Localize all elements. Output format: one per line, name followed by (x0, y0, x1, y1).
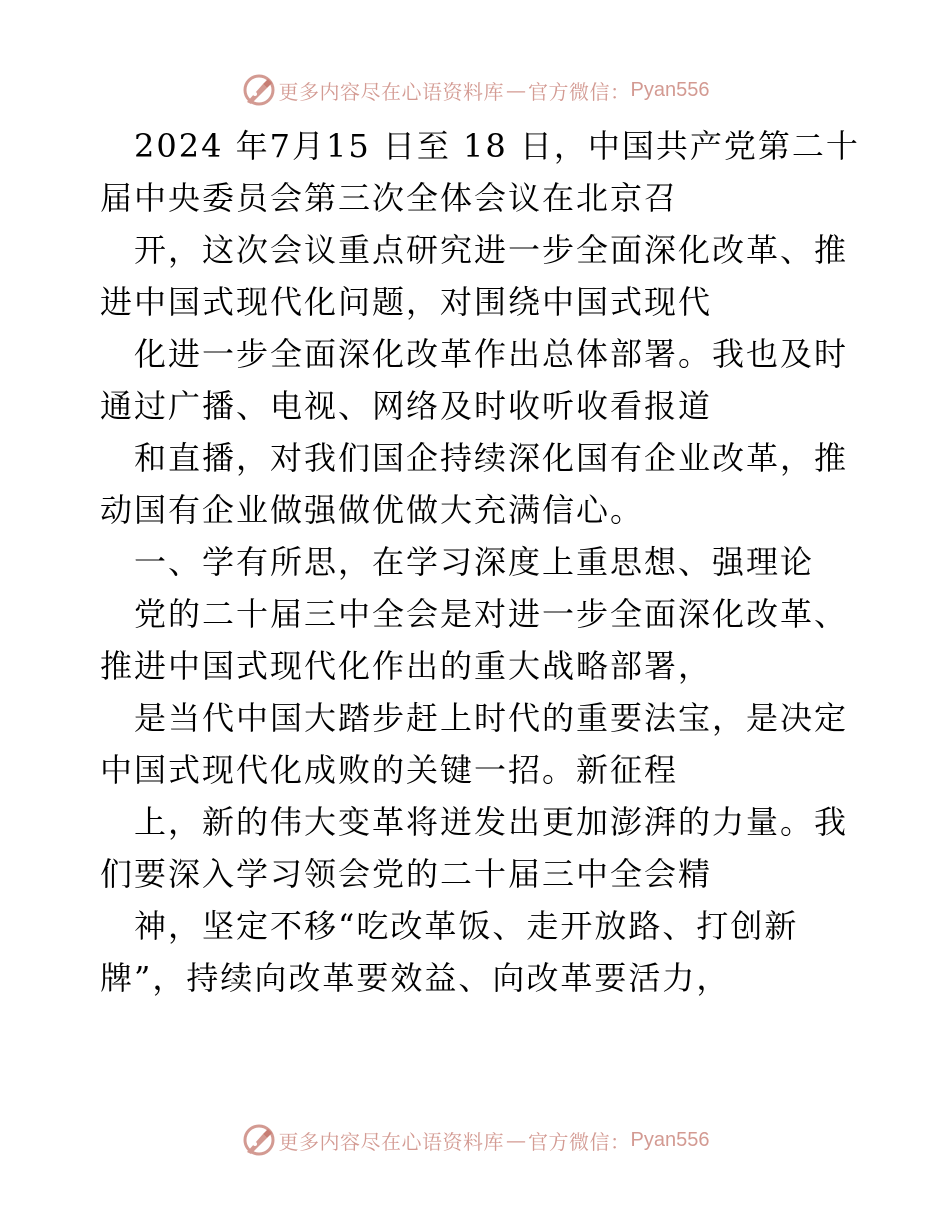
watermark-official-text: 官方微信： (528, 79, 631, 104)
text-line: 2024 年7月15 日至 18 日，中国共产党第二十 (134, 127, 860, 165)
text-line: 推进中国式现代化作出的重大战略部署， (100, 647, 713, 685)
text-line: 届中央委员会第三次全体会议在北京召 (100, 179, 679, 217)
watermark-official-text: 官方微信： (528, 1129, 631, 1154)
watermark-site-text: 更多内容尽在心语资料库 (278, 1129, 505, 1154)
text-line: 进中国式现代化问题，对围绕中国式现代 (100, 283, 713, 321)
header-watermark (0, 70, 950, 110)
section-heading: 一、学有所思，在学习深度上重思想、强理论 (134, 543, 815, 581)
watermark-site-text: 更多内容尽在心语资料库 (278, 79, 505, 104)
pen-logo-icon (241, 72, 277, 108)
text-line: 上，新的伟大变革将迸发出更加澎湃的力量。我 (134, 803, 849, 841)
watermark-wechat-id: Pyan556 (630, 1128, 710, 1151)
text-line: 们要深入学习领会党的二十届三中全会精 (100, 855, 713, 893)
pen-logo-icon (241, 1122, 277, 1158)
text-line: 开，这次会议重点研究进一步全面深化改革、推 (134, 231, 849, 269)
watermark-wechat-id: Pyan556 (630, 78, 710, 101)
text-line: 神，坚定不移“吃改革饭、走开放路、打创新 (134, 907, 799, 945)
text-line: 化进一步全面深化改革作出总体部署。我也及时 (134, 335, 849, 373)
text-line: 通过广播、电视、网络及时收听收看报道 (100, 387, 713, 425)
text-line: 牌”，持续向改革要效益、向改革要活力， (100, 959, 731, 997)
text-line: 是当代中国大踏步赶上时代的重要法宝，是决定 (134, 699, 849, 737)
watermark-dash: — (506, 78, 527, 102)
watermark-dash: — (506, 1128, 527, 1152)
text-line: 和直播，对我们国企持续深化国有企业改革，推 (134, 439, 849, 477)
text-line: 动国有企业做强做优做大充满信心。 (100, 491, 645, 529)
text-line: 中国式现代化成败的关键一招。新征程 (100, 751, 679, 789)
text-line: 党的二十届三中全会是对进一步全面深化改革、 (134, 595, 849, 633)
document-body (100, 120, 860, 1004)
footer-watermark (0, 1120, 950, 1160)
